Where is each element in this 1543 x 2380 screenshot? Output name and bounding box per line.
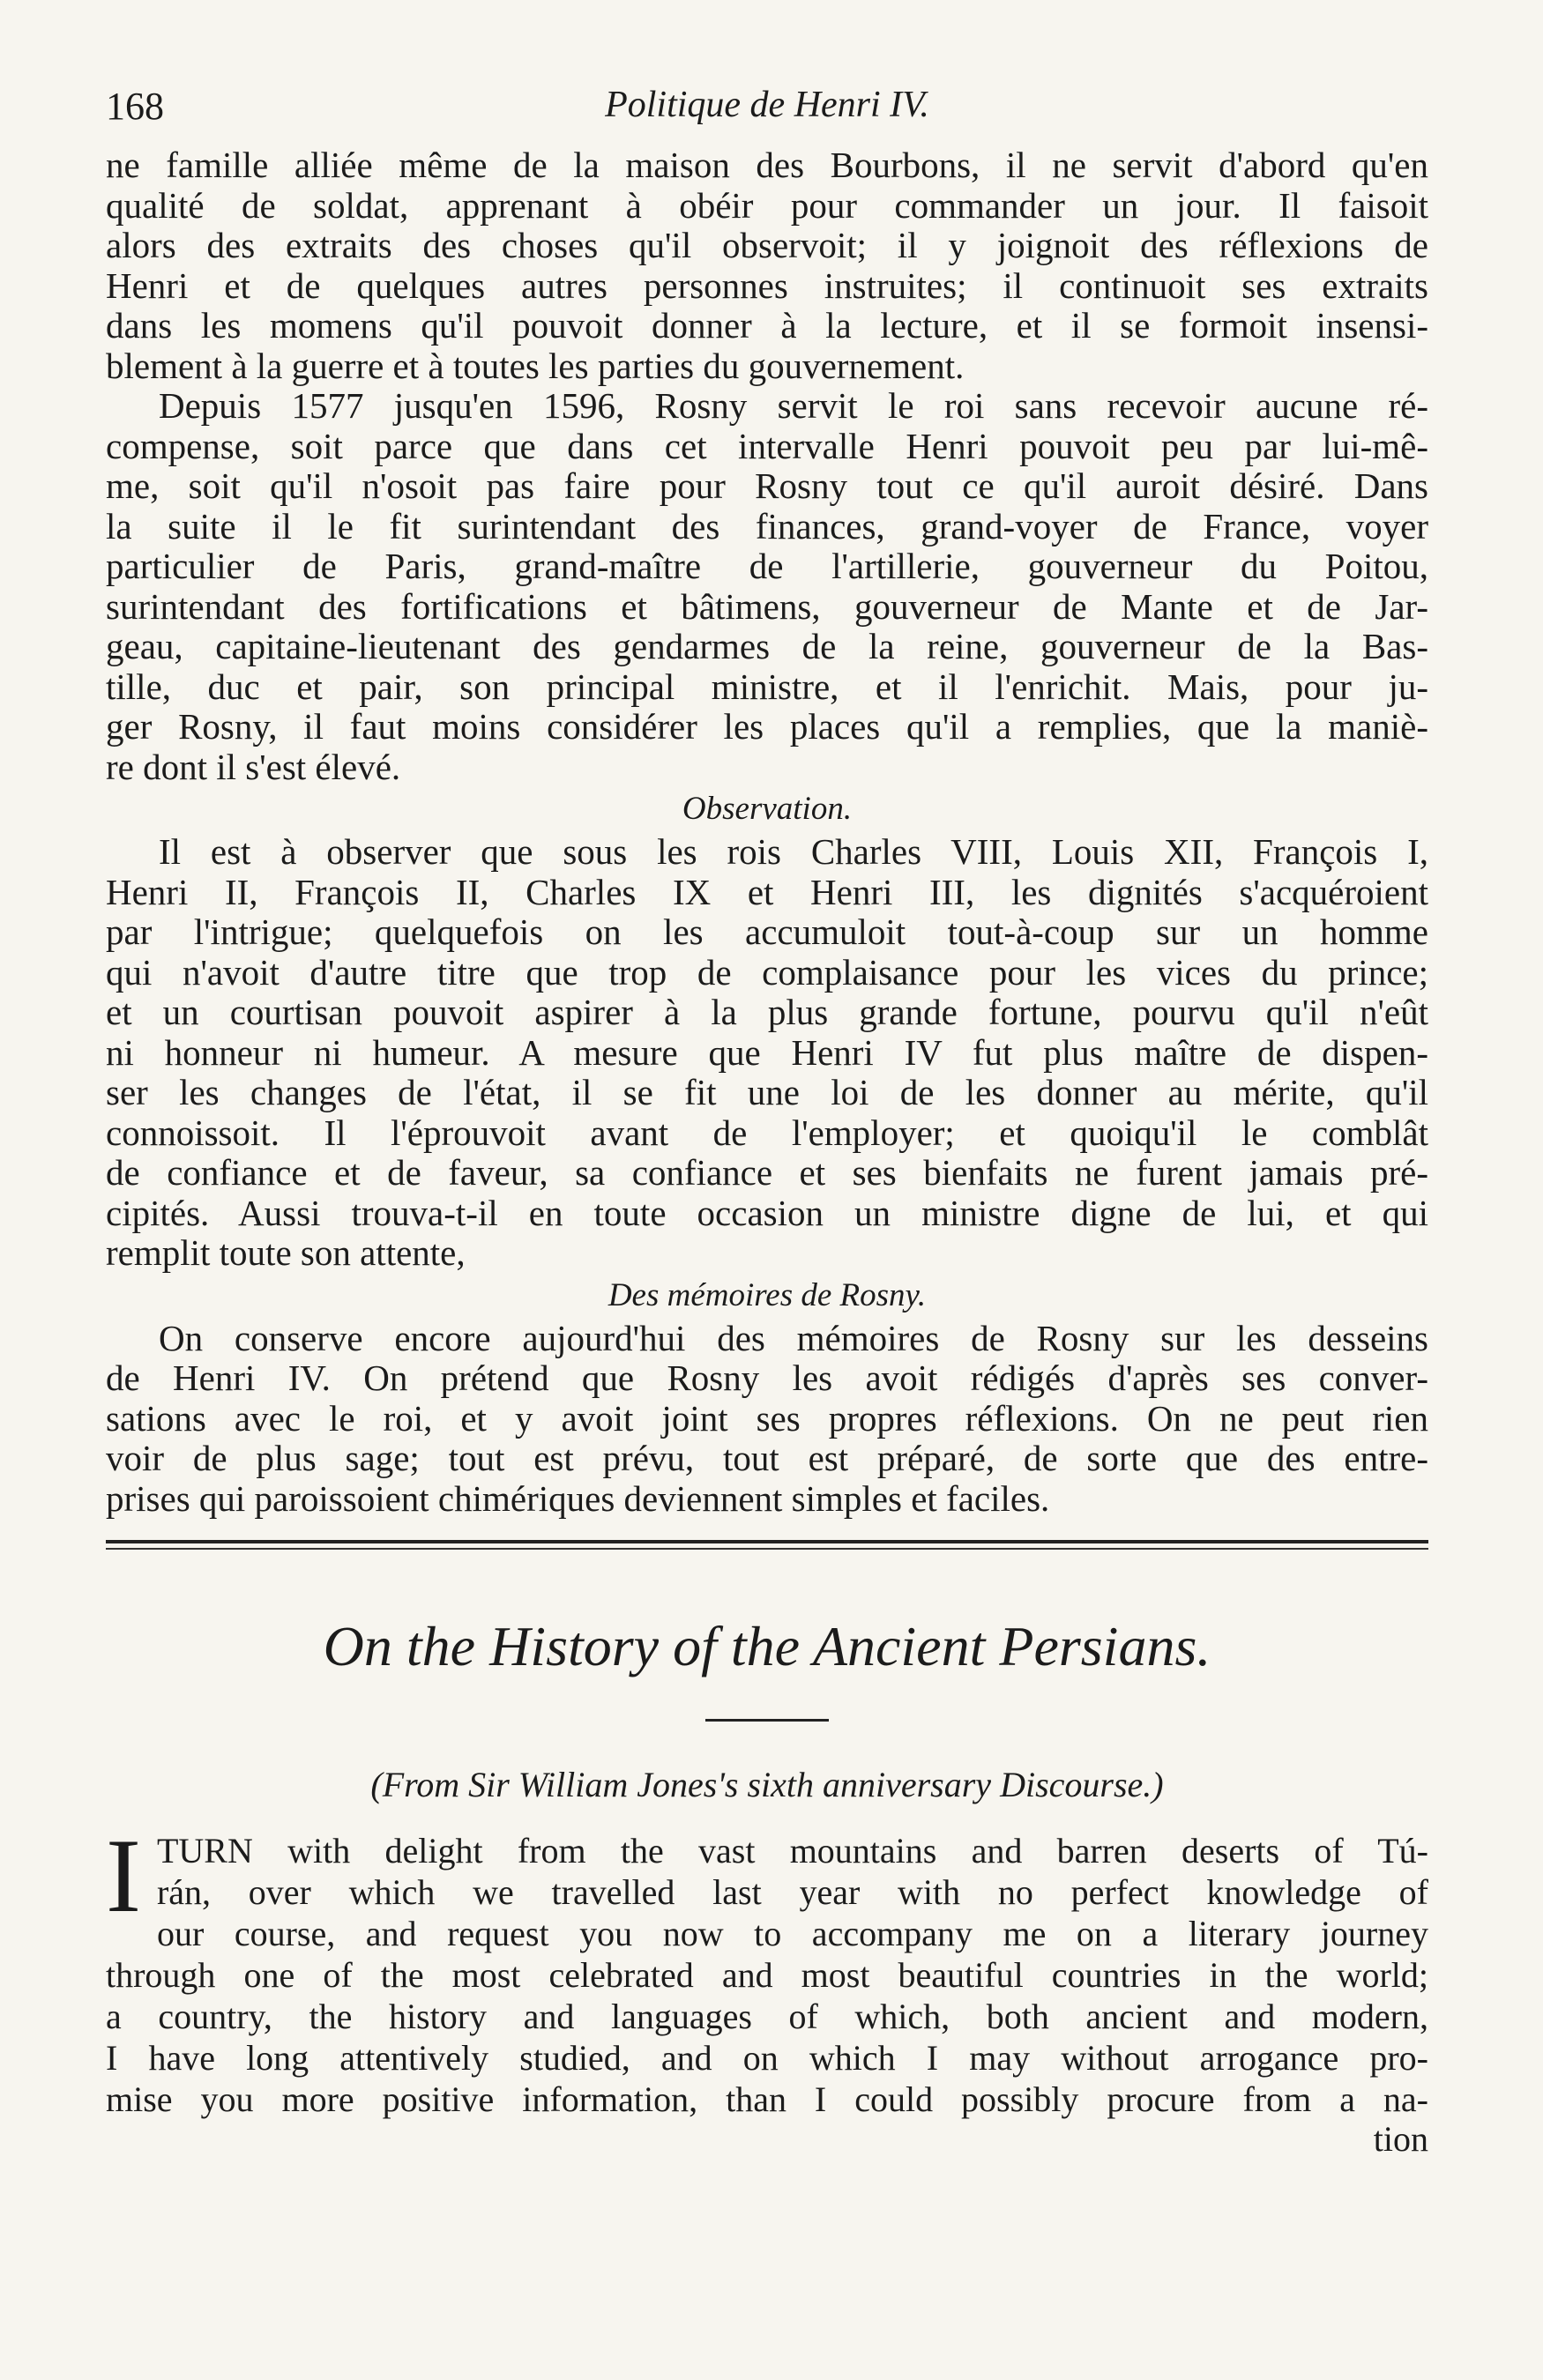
text-line: dans les momens qu'il pouvoit donner à la lecture, et il se formoit insensi- [106,306,1428,346]
section-heading-observation: Observation. [682,791,853,827]
text-line: de Henri IV. On prétend que Rosny les avoit rédigés d'après ses conver- [106,1358,1428,1398]
catchword: tion [1373,2119,1428,2159]
text-line: On conserve encore aujourd'hui des mémoires de Rosny sur les desseins [159,1318,1428,1358]
paragraph-1 [106,145,1428,386]
text-line: particulier de Paris, grand-maître de l'artillerie, gouverneur du Poitou, [106,547,1428,586]
text-line: compense, soit parce que dans cet intervalle Henri pouvoit peu par lui-mê- [106,426,1428,466]
text-line: la suite il le fit surintendant des finances, grand-voyer de France, voyer [106,506,1428,547]
text-line: et un courtisan pouvoit aspirer à la plus grande fortune, pourvu qu'il n'eût [106,993,1428,1032]
divider-rule-thin [106,1548,1428,1550]
text-line: surintendant des fortifications et bâtimens, gouverneur de Mante et de Jar- [106,586,1428,627]
text-line: ser les changes de l'état, il se fit une loi de les donner au mérite, qu'il [106,1073,1428,1112]
text-line: voir de plus sage; tout est prévu, tout est préparé, de sorte que des entre- [106,1439,1428,1478]
text-line: ger Rosny, il faut moins considérer les places qu'il a remplies, que la maniè- [106,707,1428,747]
text-line: cipités. Aussi trouva-t-il en toute occasion un ministre digne de lui, et qui [106,1193,1428,1233]
text-line: qui n'avoit d'autre titre que trop de complaisance pour les vices du prince; [106,952,1428,993]
article-title: On the History of the Ancient Persians. [323,1615,1211,1677]
text-line: re dont il s'est élevé. [106,747,401,787]
paragraph-4 [106,1319,1428,1520]
text-line: through one of the most celebrated and most beautiful countries in the world; [106,1955,1428,1995]
text-line: par l'intrigue; quelquefois on les accumuloit tout-à-coup sur un homme [106,912,1428,952]
text-line: tille, duc et pair, son principal ministre, et il l'enrichit. Mais, pour ju- [106,666,1428,707]
text-line: Depuis 1577 jusqu'en 1596, Rosny servit le roi sans recevoir aucune ré- [159,386,1428,426]
article-source: (From Sir William Jones's sixth anniversary Discourse.) [370,1765,1164,1804]
section-divider [106,1540,1428,1550]
running-head [106,84,1428,145]
text-line: mise you more positive information, than I could possibly procure from a na- [106,2079,1428,2119]
section-heading-memoires: Des mémoires de Rosny. [608,1276,927,1313]
paragraph-english [106,1817,1428,2159]
text-line: rán, over which we travelled last year with no perfect knowledge of [156,1872,1428,1912]
text-line: Henri et de quelques autres personnes instruites; il continuoit ses extraits [106,265,1428,306]
text-line: ne famille alliée même de la maison des Bourbons, il ne servit d'abord qu'en [106,145,1428,185]
paragraph-3 [106,832,1428,1274]
text-line: me, soit qu'il n'osoit pas faire pour Rosny tout ce qu'il auroit désiré. Dans [106,466,1428,506]
text-line: ni honneur ni humeur. A mesure que Henri IV fut plus maître de dispen- [106,1032,1428,1073]
paragraph-2 [106,386,1428,787]
text-line: connoissoit. Il l'éprouvoit avant de l'employer; et quoiqu'il le comblât [106,1112,1428,1153]
text-line: TURN with delight from the vast mountains and barren deserts of Tú- [156,1831,1428,1871]
text-line: our course, and request you now to accompany me on a literary journey [156,1914,1428,1953]
title-rule [705,1719,829,1722]
text-line: de confiance et de faveur, sa confiance et ses bienfaits ne furent jamais pré- [106,1153,1428,1193]
text-line: sations avec le roi, et y avoit joint ses propres réflexions. On ne peut rien [106,1398,1428,1439]
text-line: Henri II, François II, Charles IX et Henri III, les dignités s'acquéroient [106,872,1428,912]
book-page [106,84,1428,2159]
text-line: remplit toute son attente, [106,1233,466,1273]
divider-rule-thick [106,1540,1428,1543]
text-line: alors des extraits des choses qu'il observoit; il y joignoit des réflexions de [106,226,1428,265]
running-title: Politique de Henri IV. [605,85,929,125]
text-line: qualité de soldat, apprenant à obéir pour commander un jour. Il faisoit [106,185,1428,226]
text-line: a country, the history and languages of which, both ancient and modern, [106,1997,1428,2036]
text-line: blement à la guerre et à toutes les parties du gouvernement. [106,346,965,386]
drop-cap: I [106,1817,141,1934]
text-line: Il est à observer que sous les rois Charles VIII, Louis XII, François I, [159,832,1428,872]
text-line: prises qui paroissoient chimériques deviennent simples et faciles. [106,1478,1050,1519]
page-number: 168 [106,85,164,128]
text-line: I have long attentively studied, and on which I may without arrogance pro- [106,2038,1428,2078]
text-line: geau, capitaine-lieutenant des gendarmes de la reine, gouverneur de la Bas- [106,627,1428,666]
